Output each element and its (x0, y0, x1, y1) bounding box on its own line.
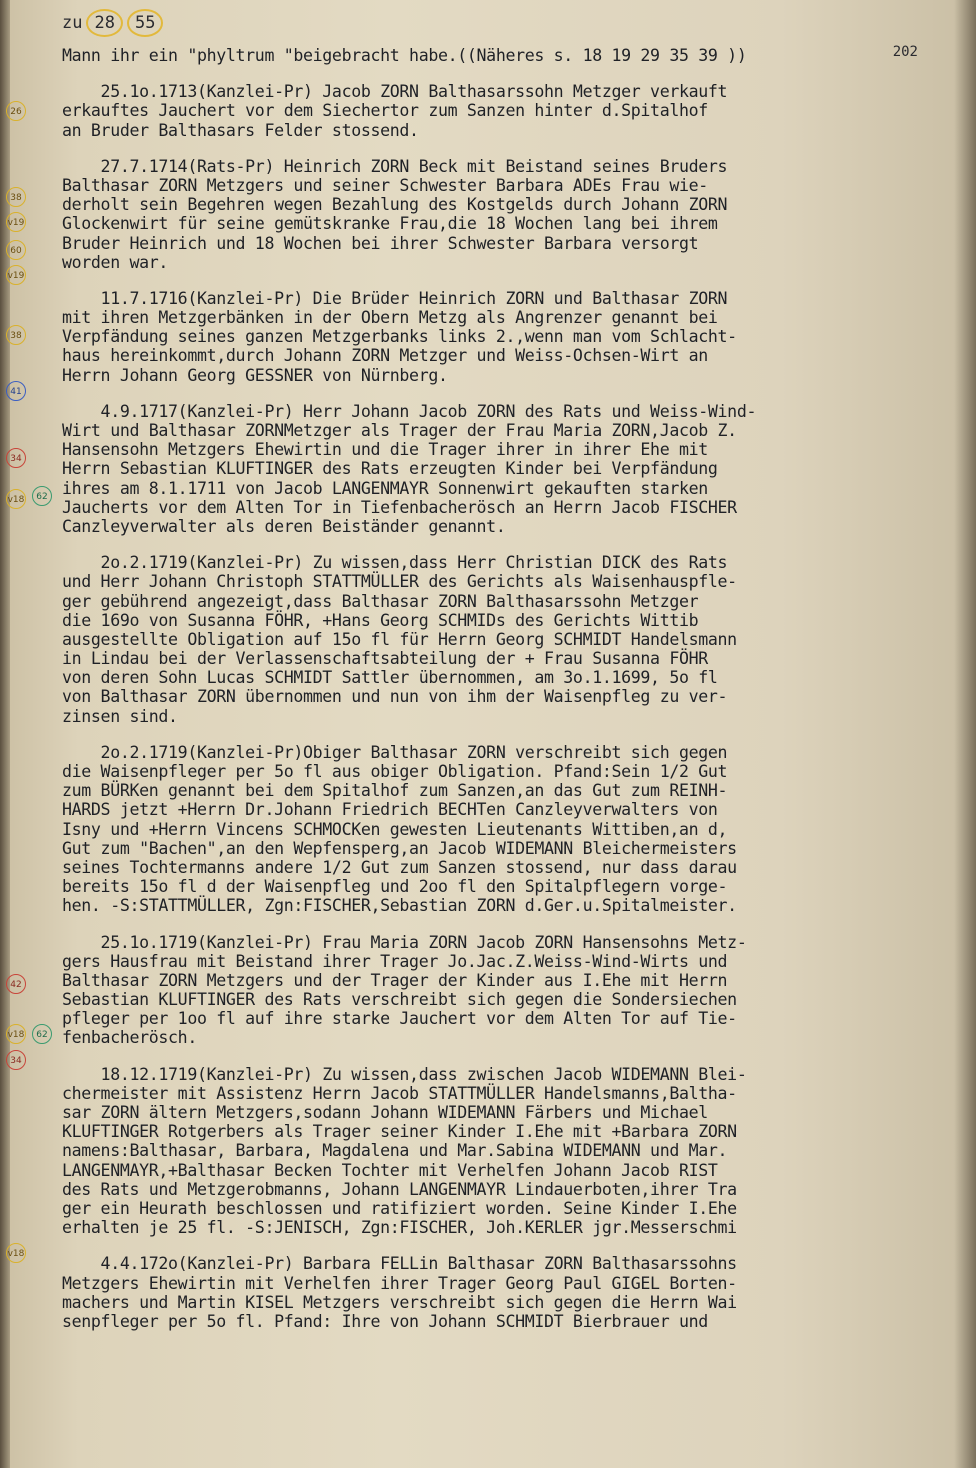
page-number: 202 (892, 44, 918, 60)
text-line: worden war. (62, 252, 169, 272)
text-line: LANGENMAYR,+Balthasar Becken Tochter mit Verhelfen Johann Jacob RIST (62, 1160, 718, 1180)
margin-note-badge: 62 (32, 1024, 52, 1044)
text-line: mit ihren Metzgerbänken in der Obern Metzg als Angrenzer genannt bei (62, 308, 718, 328)
header-prefix: zu (62, 13, 83, 33)
entry-paragraph (62, 553, 967, 726)
text-line: die 169o von Susanna FÖHR, +Hans Georg SCHMIDs des Gerichts Wittib (62, 610, 699, 630)
text-line: pfleger per 1oo fl auf ihre starke Jauchert vor dem Alten Tor auf Tie- (62, 1009, 737, 1029)
text-line: Balthasar ZORN Metzgers und seiner Schwester Barbara ADEs Frau wie- (62, 175, 708, 195)
entry-paragraph (62, 933, 967, 1048)
text-line: Gut zum "Bachen",an den Wepfensperg,an Jacob WIDEMANN Bleichermeisters (62, 838, 737, 858)
text-line: und Herr Johann Christoph STATTMÜLLER des Gerichts als Waisenhauspfle- (62, 572, 737, 592)
margin-note-badge: v19 (6, 265, 26, 285)
text-line: 4.4.172o(Kanzlei-Pr) Barbara FELLin Balthasar ZORN Balthasarssohns (62, 1254, 737, 1274)
margin-note-badge: v18 (6, 489, 26, 509)
text-line: 4.9.1717(Kanzlei-Pr) Herr Johann Jacob ZORN des Rats und Weiss-Wind- (62, 401, 757, 421)
text-line: machers und Martin KISEL Metzgers verschreibt sich gegen die Herrn Wai (62, 1292, 737, 1312)
margin-note-badge: v19 (6, 212, 26, 232)
margin-note-badge: 38 (6, 325, 26, 345)
text-line: haus hereinkommt,durch Johann ZORN Metzger und Weiss-Ochsen-Wirt an (62, 346, 708, 366)
text-line: 18.12.1719(Kanzlei-Pr) Zu wissen,dass zwischen Jacob WIDEMANN Blei- (62, 1064, 747, 1084)
header-ref-circle: 55 (127, 9, 163, 37)
margin-note-badge: v18 (6, 1024, 26, 1044)
text-line: namens:Balthasar, Barbara, Magdalena und Mar.Sabina WIDEMANN und Mar. (62, 1141, 728, 1161)
margin-note-badge: 62 (32, 486, 52, 506)
text-line: Canzleyverwalter als deren Beiständer genannt. (62, 516, 506, 536)
margin-note-badge: 34 (6, 1050, 26, 1070)
text-line: Wirt und Balthasar ZORNMetzger als Trager der Frau Maria ZORN,Jacob Z. (62, 421, 737, 440)
text-line: Herrn Sebastian KLUFTINGER des Rats erzeugten Kinder bei Verpfändung (62, 459, 718, 479)
text-line: Mann ihr ein "phyltrum "beigebracht habe.((Näheres s. 18 19 29 35 39 )) (62, 46, 747, 65)
text-line: die Waisenpfleger per 5o fl aus obiger Obligation. Pfand:Sein 1/2 Gut (62, 762, 728, 781)
typed-text-body (62, 46, 967, 1348)
entry-paragraph (62, 402, 967, 536)
text-line: von Balthasar ZORN übernommen und nun von ihm der Waisenpfleg zu ver- (62, 687, 728, 707)
text-line: zum BÜRKen genannt bei dem Spitalhof zum Sanzen,an das Gut zum REINH- (62, 781, 728, 801)
text-line: Isny und +Herrn Vincens SCHMOCKen gewesten Lieutenants Wittiben,an d, (62, 819, 728, 839)
text-line: 2o.2.1719(Kanzlei-Pr) Zu wissen,dass Herr Christian DICK des Rats (62, 553, 728, 573)
text-line: ger ein Heurath beschlossen und ratifiziert worden. Seine Kinder I.Ehe (62, 1198, 737, 1218)
text-line: erhalten je 25 fl. -S:JENISCH, Zgn:FISCHER, Joh.KERLER jgr.Messerschmi (62, 1218, 737, 1238)
text-line: Jaucherts vor dem Alten Tor in Tiefenbacherösch an Herrn Jacob FISCHER (62, 497, 737, 517)
text-line: gers Hausfrau mit Beistand ihrer Trager Jo.Jac.Z.Weiss-Wind-Wirts und (62, 951, 728, 971)
margin-note-badge: 26 (6, 101, 26, 121)
entry-paragraph (62, 743, 967, 916)
text-line: ihres am 8.1.1711 von Jacob LANGENMAYR Sonnenwirt gekauften starken (62, 478, 708, 498)
text-line: 25.1o.1719(Kanzlei-Pr) Frau Maria ZORN Jacob ZORN Hansensohns Metz- (62, 932, 747, 952)
entry-paragraph (62, 1065, 967, 1238)
text-line: chermeister mit Assistenz Herrn Jacob STATTMÜLLER Handelsmanns,Baltha- (62, 1083, 737, 1103)
entry-paragraph (62, 46, 967, 65)
text-line: KLUFTINGER Rotgerbers als Trager seiner Kinder I.Ehe mit +Barbara ZORN (62, 1122, 737, 1142)
margin-note-badge: 34 (6, 448, 26, 468)
text-line: 25.1o.1713(Kanzlei-Pr) Jacob ZORN Balthasarssohn Metzger verkauft (62, 82, 728, 102)
margin-note-badge: 38 (6, 187, 26, 207)
text-line: Balthasar ZORN Metzgers und der Trager der Kinder aus I.Ehe mit Herrn (62, 970, 728, 990)
text-line: ger gebührend angezeigt,dass Balthasar ZORN Balthasarssohn Metzger (62, 591, 699, 611)
text-line: an Bruder Balthasars Felder stossend. (62, 120, 419, 140)
text-line: des Rats und Metzgerobmanns, Johann LANGENMAYR Lindauerboten,ihrer Tra (62, 1179, 737, 1199)
entry-paragraph (62, 157, 967, 272)
text-line: Hansensohn Metzgers Ehewirtin und die Trager ihrer in ihrer Ehe mit (62, 440, 708, 460)
text-line: 27.7.1714(Rats-Pr) Heinrich ZORN Beck mit Beistand seines Bruders (62, 156, 728, 176)
header-ref-circle: 28 (86, 9, 122, 37)
entry-paragraph (62, 289, 967, 385)
margin-note-badge: 42 (6, 974, 26, 994)
text-line: zinsen sind. (62, 706, 178, 726)
text-line: Herrn Johann Georg GESSNER von Nürnberg. (62, 365, 448, 385)
entry-paragraph (62, 1254, 967, 1331)
text-line: sar ZORN ältern Metzgers,sodann Johann WIDEMANN Färbers und Michael (62, 1103, 708, 1122)
text-line: von deren Sohn Lucas SCHMIDT Sattler übernommen, am 3o.1.1699, 5o fl (62, 668, 718, 688)
text-line: 2o.2.1719(Kanzlei-Pr)Obiger Balthasar ZORN verschreibt sich gegen (62, 742, 728, 762)
entry-paragraph (62, 82, 967, 140)
text-line: derholt sein Begehren wegen Bezahlung des Kostgelds durch Johann ZORN (62, 195, 728, 215)
margin-note-badge: 60 (6, 240, 26, 260)
margin-note-badge: 41 (6, 381, 26, 401)
text-line: Sebastian KLUFTINGER des Rats verschreibt sich gegen die Sondersiechen (62, 990, 737, 1010)
text-line: Metzgers Ehewirtin mit Verhelfen ihrer Trager Georg Paul GIGEL Borten- (62, 1273, 737, 1293)
page-header (62, 6, 163, 40)
margin-note-badge: v18 (6, 1243, 26, 1263)
text-line: erkauftes Jauchert vor dem Siechertor zum Sanzen hinter d.Spitalhof (62, 101, 708, 121)
text-line: 11.7.1716(Kanzlei-Pr) Die Brüder Heinrich ZORN und Balthasar ZORN (62, 288, 728, 308)
text-line: fenbacherösch. (62, 1028, 197, 1048)
text-line: ausgestellte Obligation auf 15o fl für Herrn Georg SCHMIDT Handelsmann (62, 629, 737, 649)
text-line: Bruder Heinrich und 18 Wochen bei ihrer Schwester Barbara versorgt (62, 233, 699, 253)
text-line: HARDS jetzt +Herrn Dr.Johann Friedrich BECHTen Canzleyverwalters von (62, 800, 718, 820)
text-line: Glockenwirt für seine gemütskranke Frau,die 18 Wochen lang bei ihrem (62, 214, 718, 234)
text-line: seines Tochtermanns andere 1/2 Gut zum Sanzen stossend, nur dass darau (62, 857, 737, 877)
text-line: bereits 15o fl d der Waisenpfleg und 2oo fl den Spitalpflegern vorge- (62, 877, 728, 897)
text-line: in Lindau bei der Verlassenschaftsabteilung der + Frau Susanna FÖHR (62, 649, 708, 669)
text-line: hen. -S:STATTMÜLLER, Zgn:FISCHER,Sebastian ZORN d.Ger.u.Spitalmeister. (62, 896, 737, 916)
text-line: Verpfändung seines ganzen Metzgerbanks links 2.,wenn man vom Schlacht- (62, 327, 737, 347)
text-line: senpfleger per 5o fl. Pfand: Ihre von Johann SCHMIDT Bierbrauer und (62, 1311, 708, 1331)
